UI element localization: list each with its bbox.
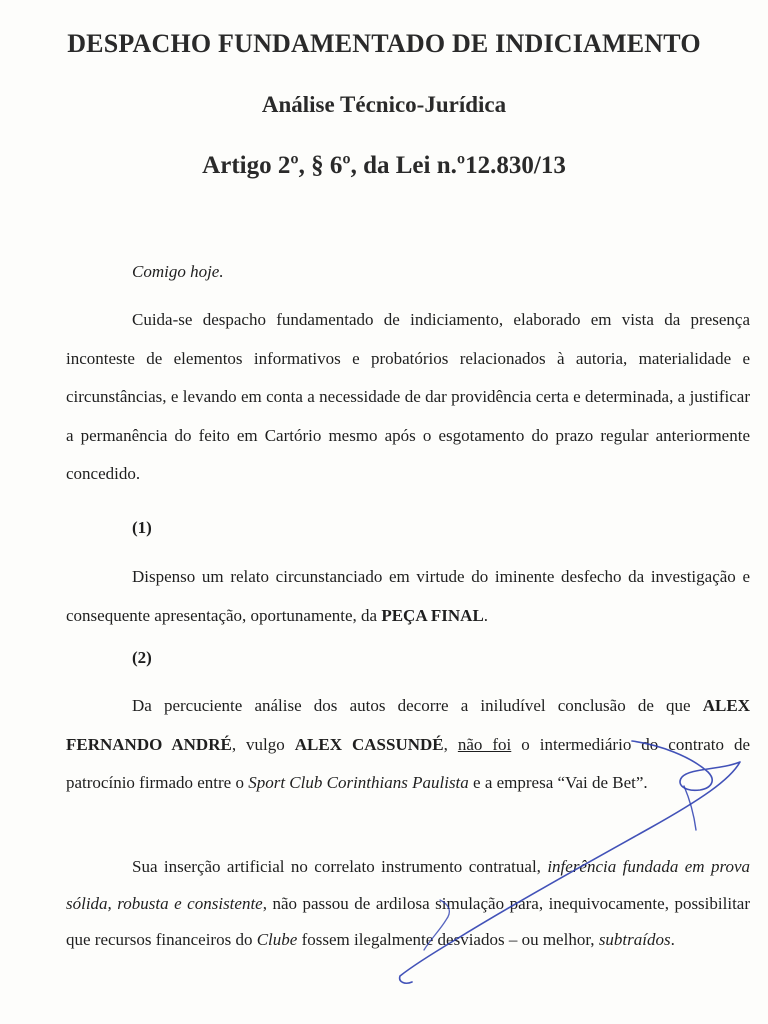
document-subtitle: Análise Técnico-Jurídica bbox=[261, 92, 507, 117]
paragraph-3-part2: , vulgo bbox=[231, 734, 295, 754]
paragraph-3-part5: e a empresa “Vai de Bet”. bbox=[468, 773, 648, 793]
intro-line bbox=[66, 253, 750, 292]
document-title: DESPACHO FUNDAMENTADO DE INDICIAMENTO bbox=[67, 29, 701, 58]
paragraph-2 bbox=[66, 558, 750, 635]
paragraph-4-part3: fossem ilegalmente desviados – ou melhor, bbox=[297, 930, 599, 949]
club-name: Sport Club Corinthians Paulista bbox=[248, 773, 469, 793]
paragraph-2-end: . bbox=[483, 605, 489, 625]
inference-italic: inferência fundada em prova sólida, robusta e consistente bbox=[66, 857, 751, 913]
paragraph-2-text: Dispenso um relato circunstanciado em virtude do iminente desfecho da investigação e consequente apresentação, oportunamente, da bbox=[66, 567, 750, 625]
intro-text: Comigo hoje. bbox=[132, 262, 224, 281]
paragraph-3-part3: , bbox=[443, 734, 458, 754]
paragraph-4-end: . bbox=[670, 930, 675, 949]
section-heading-1: (1) bbox=[132, 518, 152, 537]
subtraidos-italic: subtraídos bbox=[598, 930, 671, 949]
paragraph-1: Cuida-se despacho fundamentado de indiciamento, elaborado em vista da presença inconteste de elementos informativos e probatórios relacionados à autoria, materialidade e circunstâncias, e levando em conta a necessidade de dar providência certa e determinada, a justificar a permanência do feito em Cartório mesmo após o esgotamento do prazo regular anteriormente concedido. bbox=[66, 310, 750, 484]
paragraph-3-part1: Da percuciente análise dos autos decorre a iniludível conclusão de que bbox=[132, 696, 703, 715]
nao-foi-underlined: não foi bbox=[457, 734, 512, 754]
paragraph-3 bbox=[66, 687, 750, 803]
peca-final-bold: PEÇA FINAL bbox=[381, 605, 484, 625]
accused-alias: ALEX CASSUNDÉ bbox=[294, 734, 444, 754]
clube-italic: Clube bbox=[256, 930, 298, 949]
paragraph-4-part2: , não passou de ardilosa simulação para, inequivocamente, possibilitar que recursos financeiros do bbox=[66, 893, 750, 949]
accused-name: ALEX FERNANDO ANDRÉ bbox=[66, 696, 750, 754]
paragraph-4-part1: Sua inserção artificial no correlato instrumento contratual, bbox=[132, 857, 548, 876]
legal-article-reference: Artigo 2º, § 6º, da Lei n.º12.830/13 bbox=[202, 152, 566, 179]
paragraph-3-part4: o intermediário do contrato de patrocínio firmado entre o bbox=[66, 734, 750, 793]
section-heading-2: (2) bbox=[132, 648, 152, 667]
paragraph-4 bbox=[66, 849, 750, 959]
